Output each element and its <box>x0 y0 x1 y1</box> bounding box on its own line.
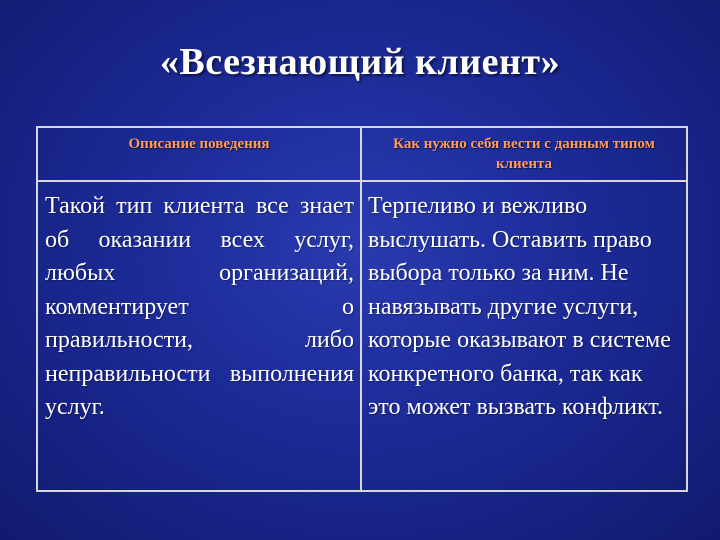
cell-behavior-description <box>37 181 361 491</box>
behavior-description-text: Такой тип клиента все знает об оказании всех услуг, любых организаций, комментирует о правильности, либо неправильности выполнения услуг. <box>45 193 354 420</box>
table-header-row <box>37 127 687 181</box>
header-behavior-label: Описание поведения <box>128 136 270 152</box>
header-cell-response <box>361 127 687 181</box>
header-response-label: Как нужно себя вести с данным типом клиента <box>393 136 655 172</box>
table-row <box>37 181 687 491</box>
cell-response-guidance <box>361 181 687 491</box>
response-guidance-text: Терпеливо и вежливо выслушать. Оставить право выбора только за ним. Не навязывать другие услуги, которые оказывают в системе конкретного банка, так как это может вызвать конфликт. <box>368 193 671 420</box>
header-cell-behavior <box>37 127 361 181</box>
slide-title: «Всезнающий клиент» <box>159 41 561 83</box>
comparison-table <box>36 126 688 492</box>
